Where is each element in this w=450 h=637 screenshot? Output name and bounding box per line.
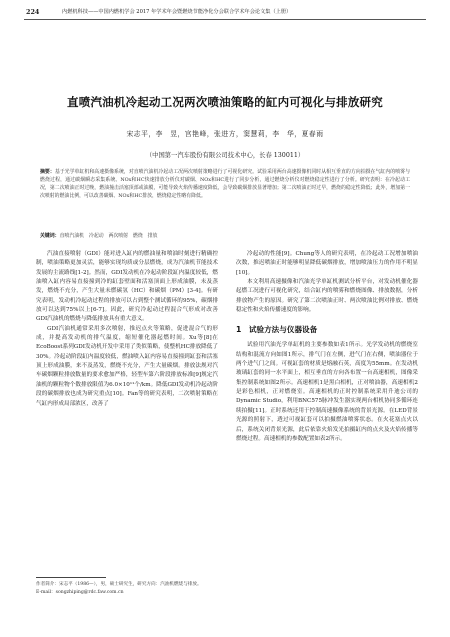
left-column <box>36 250 218 409</box>
abstract <box>40 168 410 200</box>
body-paragraph: GDI汽油机通常采用多次喷射，推迟点火等策略，促进混合气的形成，并提高发动机的排气温度，缩短催化器起燃时间。Xu等[8]在EcoBoost系列GDI发动机开发中采用了类似策略，使整机HC排放降低了30%。冷起动阶段缸内温度较低，燃油喷入缸内容易直接撞到缸套和活塞顶上形成油膜，来不及蒸发，燃烧不充分，产生大量碳烟。排放法规对汽车碳烟颗粒排放数量的要求愈加严格，轻型车第六阶段排放标准[9]规定汽油机的颗粒物个数排放限值为6.0×10¹¹个/km。降低GDI发动机冷起动阶段的碳烟排放也成为研究重点[10]。Fan等的研究表明，二次喷射策略在气缸内形成局部浓区，改善了 <box>36 325 218 407</box>
keywords-text: 直喷汽油机 冷起动 两次喷射 燃烧 排放 <box>59 233 158 239</box>
keywords-label: 关键词： <box>40 233 60 239</box>
author-email: E-mail：songzhiping@rdc.faw.com.cn <box>36 590 124 595</box>
footnote-divider <box>36 577 106 578</box>
keywords <box>40 232 410 240</box>
footnote <box>36 581 220 597</box>
header-divider <box>24 19 426 20</box>
author-bio: 作者简介：宋志平（1986—），男，硕士研究生，研究方向：汽油机燃烧与排放。 <box>36 582 202 587</box>
abstract-text: 基于光学单缸机和高速摄像系统，对直喷汽油机冷起动工况两次喷射策略进行了可视化研究。试验采用两台高速摄像机同时从相互垂直的方向拍摄在气缸内的喷雾与燃烧过程，通过碳烟瞬态采集系统、NOx和HC快速排放分析仪对碳烟、NOx和HC进行了同步分析，通过燃烧分析仪对燃烧稳定性进行了分析。研究表明：在冷起动工况，第二次喷油正时过晚，燃油撞击活塞顶部或油膜，可能导致火焰传播速度降低，会导致碳烟排放显著增加；第二次喷油正时过早，燃烧的稳定性降低；此外，增加第一次喷射的燃油比例，可以改善碳烟、NOx和HC排放，燃烧稳定性略有降低。 <box>40 169 410 200</box>
affiliation: （中国第一汽车股份有限公司技术中心，长春 130011） <box>145 152 305 159</box>
body-paragraph: 汽油直接喷射（GDI）能对进入缸内的燃油量和喷油时刻进行精确控制，喷油策略更加灵活，能够实现均质或分层燃烧，成为汽油机节能技术发展的主流路线[1-2]。然而，GDI发动机在冷起动阶段缸内温度较低，燃油喷入缸内容易直接撞到冷的缸套壁面和活塞顶面上形成油膜，未及蒸发，燃烧不充分，产生大量未燃碳氢（HC）和碳烟（PM）[3-4]。有研究表明，发动机冷起动过程的排放可以占到整个测试循环的95%，碳烟排放可以达到75%以上[6-7]。因此，研究冷起动过程混合气形成对改善GDI汽油机的燃烧与降低排放具有重大意义。 <box>36 251 218 323</box>
body-paragraph: 本文利用高速摄像和汽油光学单缸机测试分析平台，对发动机催化器起燃工况进行可视化研究，结合缸内的喷雾和燃烧图像、排放数据，分析排放物产生的原因。研究了第二次喷油正时、两次喷油比例对排放、燃烧稳定性和火焰传播速度的影响。 <box>236 279 418 314</box>
body-paragraph: 冷起动的性能[9]。Chung等人的研究表明，在冷起动工况增加喷油次数，推迟喷油正时能够明显降低碳烟排放，增加喷油压力的作用不明显[10]。 <box>236 251 418 276</box>
running-title: 内燃机科技——中国内燃机学会 2017 年学术年会暨燃烧节能净化分会联合学术年会论文集（上册） <box>62 9 292 15</box>
paper-title: 直喷汽油机冷起动工况两次喷油策略的缸内可视化与排放研究 <box>67 95 383 109</box>
running-header <box>24 6 426 18</box>
body-paragraph: 试验用汽油光学单缸机的主要参数如表1所示。光学发动机的燃烧室结构和混流方向如图1所示，排气门在左侧，进气门在右侧，喷油器位于两个进气门之间。可视缸套的材质是熔融石英，高度为55mm。在发动机玻璃缸套的同一水平面上，相互垂直的方向各布置一台高速相机，图像采集控制系统如图2所示。高速相机1是黑白相机，正对喷油器，高速相机2是彩色相机，正对燃烧室。高速相机的正时控制系统采用升迪公司的Dynamic Studio，利用BNC575脉冲发生器实现两台相机协同多循环连续拍摄[11]。正时系统还用于控制高速摄像系统的背景光源。在LED背景光源的照射下，透过可视缸套可以拍摄燃油喷雾状态。在火花塞点火以后，系统关闭背景光源，此后依靠火焰发光拍摄缸内的点火及火焰传播等燃烧过程。高速相机的参数配置如表2所示。 <box>236 342 418 442</box>
right-column <box>236 250 418 444</box>
section-heading: 1 试验方法与仪器设备 <box>236 325 318 335</box>
abstract-label: 摘要： <box>40 169 55 175</box>
page-number: 224 <box>26 8 40 16</box>
author-list: 宋志平，李 昱，宫艳峰，张进方，窦慧莉，李 华，夏春雨 <box>126 130 324 138</box>
